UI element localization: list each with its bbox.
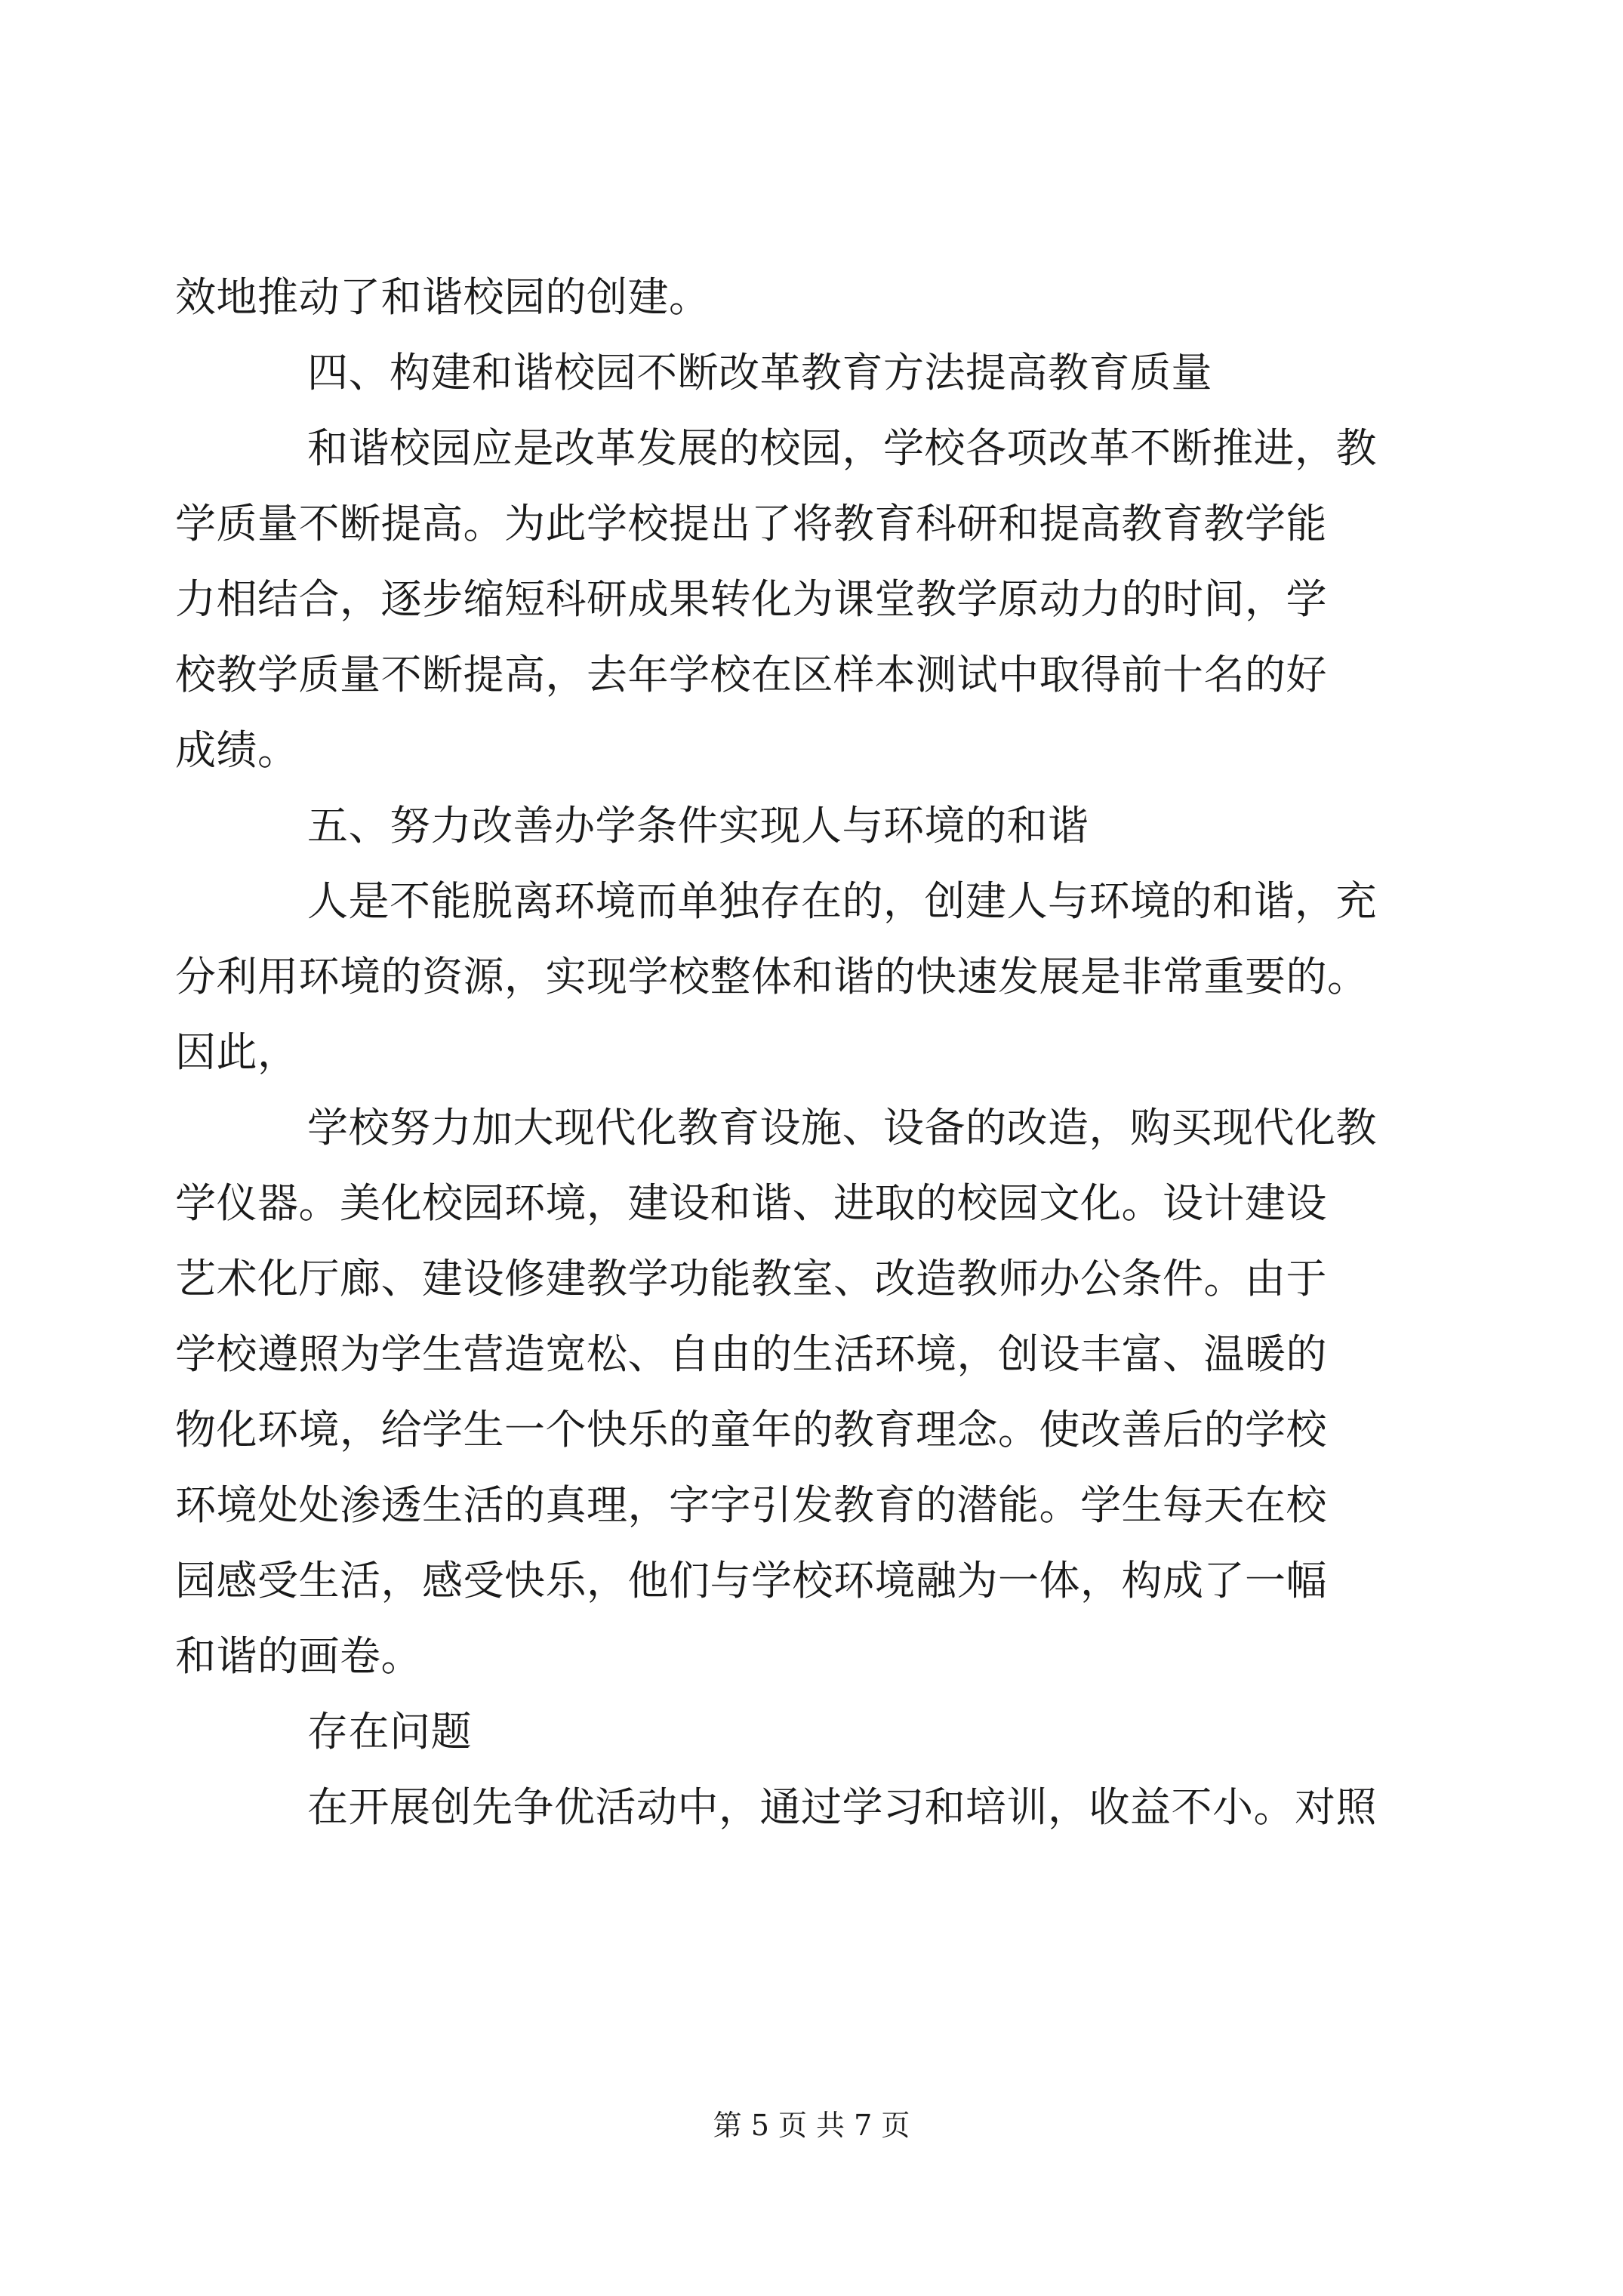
text-line: 力相结合，逐步缩短科研成果转化为课堂教学原动力的时间，学 [175, 575, 1327, 623]
text-line: 和谐校园应是改革发展的校园，学校各项改革不断推进，教 [307, 424, 1377, 472]
section-heading: 四、构建和谐校园不断改革教育方法提高教育质量 [307, 349, 1212, 396]
text-line: 学质量不断提高。为此学校提出了将教育科研和提高教育教学能 [175, 500, 1327, 547]
text-line: 效地推动了和谐校园的创建。 [175, 273, 710, 321]
section-heading: 五、努力改善办学条件实现人与环境的和谐 [307, 802, 1089, 849]
text-line: 成绩。 [175, 726, 299, 774]
text-line: 在开展创先争优活动中，通过学习和培训，收益不小。对照 [307, 1783, 1377, 1831]
text-line: 学校努力加大现代化教育设施、设备的改造，购买现代化教 [307, 1104, 1377, 1151]
document-body [175, 260, 1451, 1845]
text-line: 人是不能脱离环境而单独存在的，创建人与环境的和谐，充 [307, 877, 1377, 925]
text-line: 环境处处渗透生活的真理，字字引发教育的潜能。学生每天在校 [175, 1481, 1327, 1529]
text-line: 物化环境，给学生一个快乐的童年的教育理念。使改善后的学校 [175, 1406, 1327, 1453]
page-number-label: 第 5 页 共 7 页 [713, 2109, 910, 2142]
text-line: 和谐的画卷。 [175, 1632, 422, 1680]
text-line: 园感受生活，感受快乐，他们与学校环境融为一体，构成了一幅 [175, 1557, 1327, 1604]
section-heading: 存在问题 [307, 1708, 472, 1755]
text-line: 艺术化厅廊、建设修建教学功能教室、改造教师办公条件。由于 [175, 1255, 1327, 1302]
text-line: 分利用环境的资源，实现学校整体和谐的快速发展是非常重要的。 [175, 953, 1369, 1000]
text-line: 学校遵照为学生营造宽松、自由的生活环境，创设丰富、温暖的 [175, 1330, 1327, 1378]
text-line: 学仪器。美化校园环境，建设和谐、进取的校园文化。设计建设 [175, 1179, 1327, 1227]
text-line: 因此， [175, 1028, 299, 1076]
page-footer [0, 2106, 1623, 2144]
text-line: 校教学质量不断提高，去年学校在区样本测试中取得前十名的好 [175, 651, 1327, 698]
